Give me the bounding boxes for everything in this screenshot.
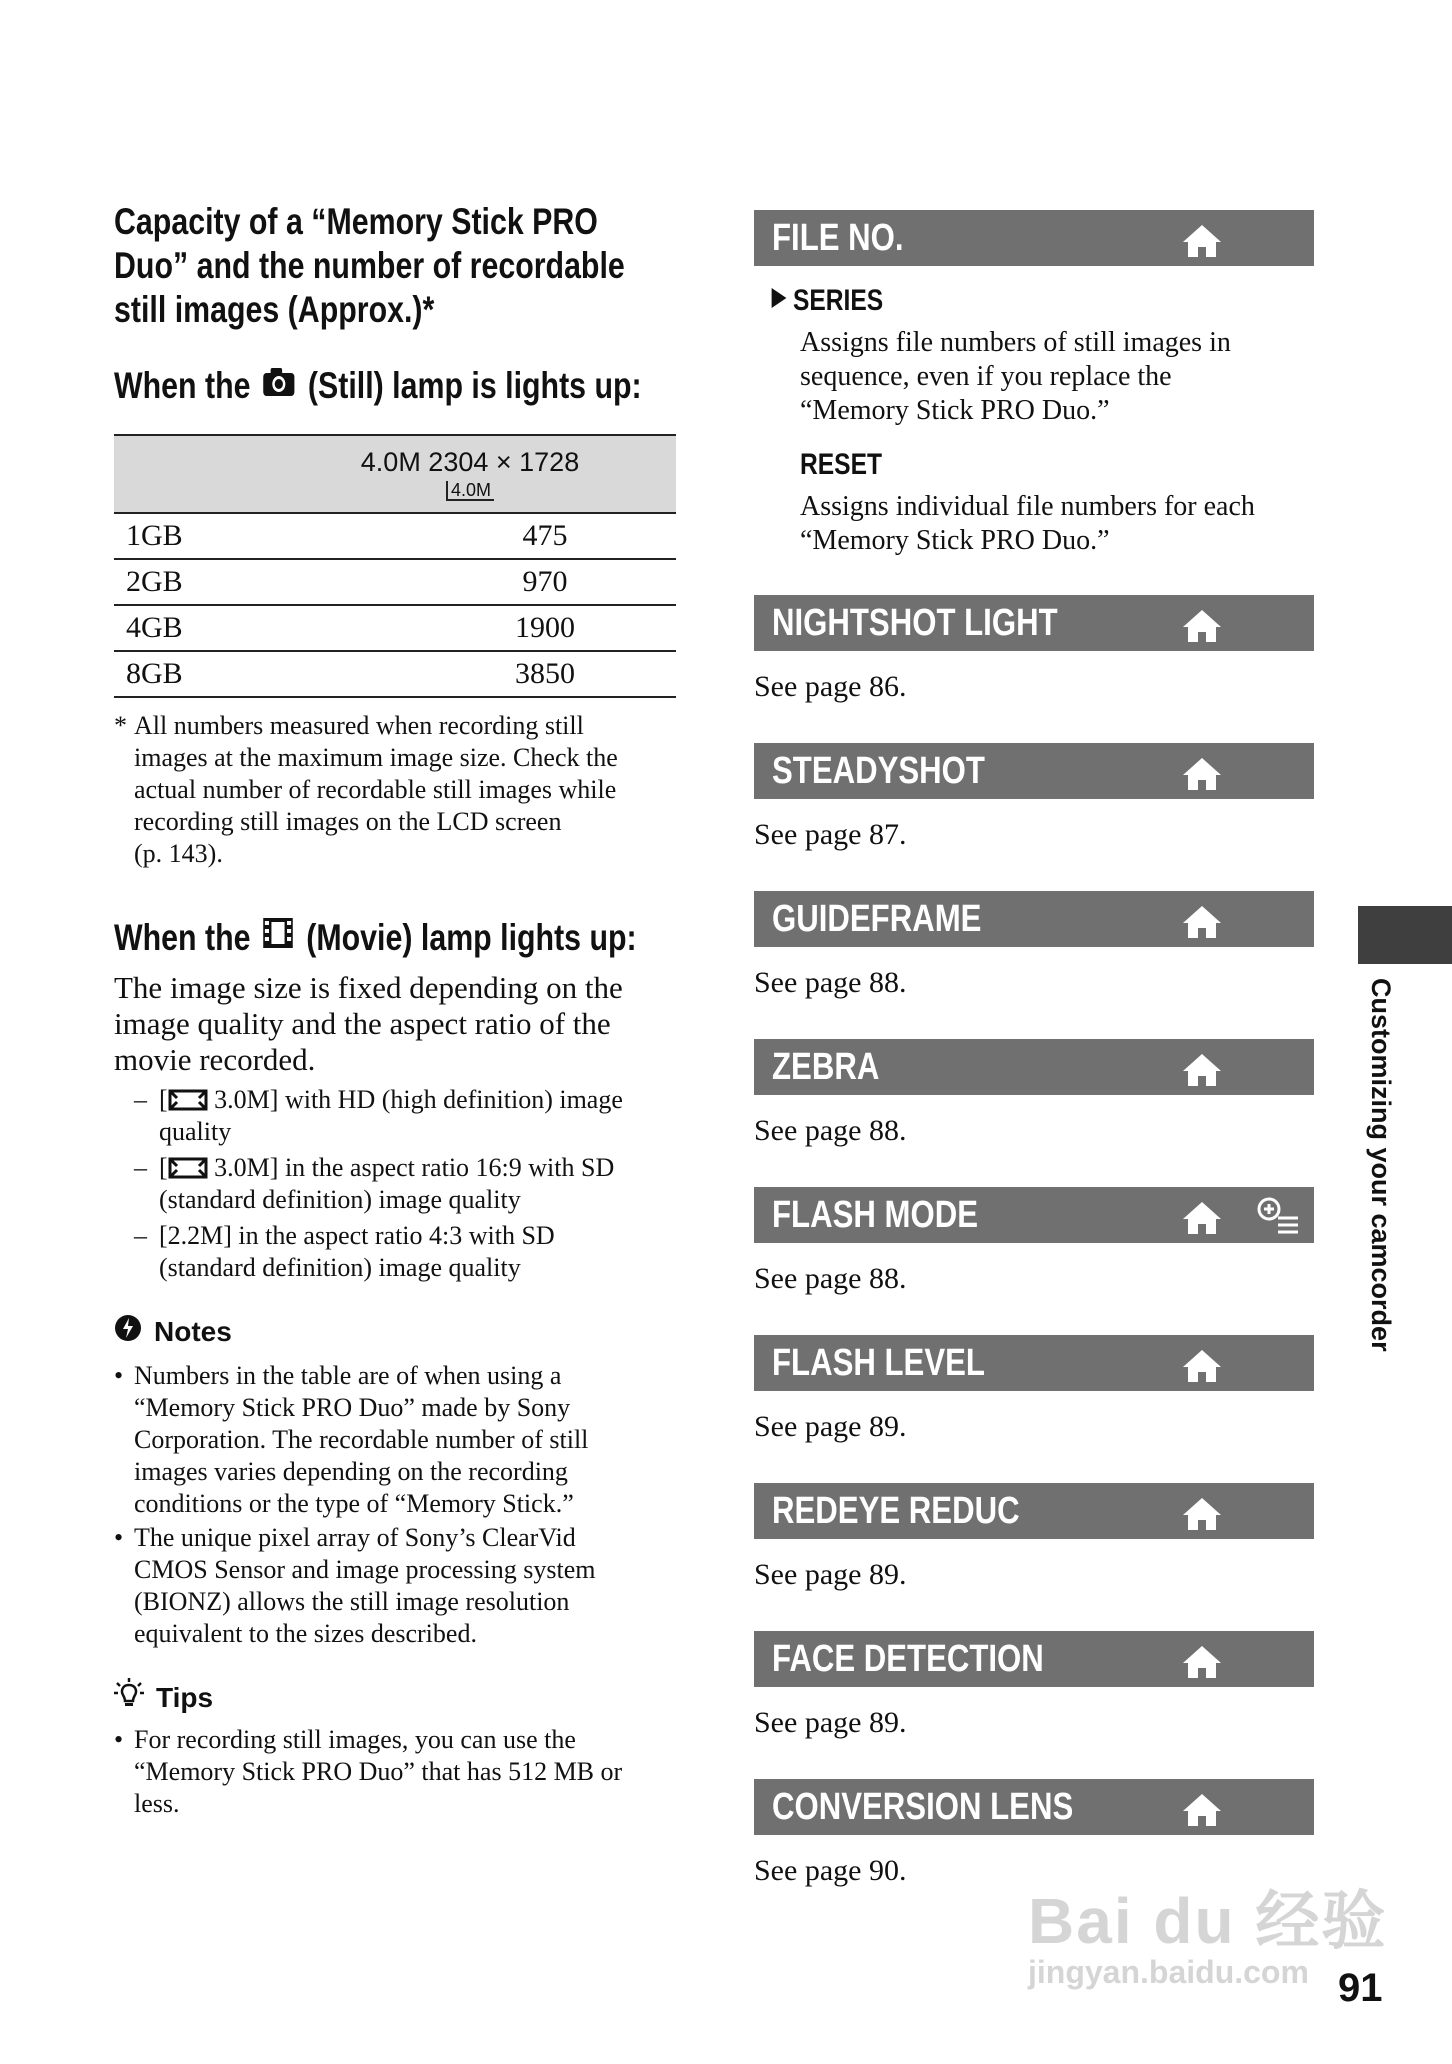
table-row [114, 559, 676, 605]
home-icon [1181, 1792, 1223, 1833]
menu-bar-face-detection [754, 1631, 1314, 1687]
note-line: images varies depending on the recording [134, 1457, 568, 1486]
menu-label: REDEYE REDUC [772, 1490, 1020, 1532]
still-heading-after: (Still) lamp is lights up: [307, 365, 642, 406]
menu-label: FLASH LEVEL [772, 1342, 985, 1384]
menu-label: STEADYSHOT [772, 750, 985, 792]
wide-aspect-icon [168, 1153, 208, 1182]
section-tab [1358, 906, 1452, 964]
notes-list [114, 1360, 694, 1650]
title-line: Duo” and the number of recordable [114, 245, 625, 286]
menu-label: NIGHTSHOT LIGHT [772, 602, 1058, 644]
item-text-cont: (standard definition) image quality [159, 1185, 521, 1214]
count-cell: 970 [264, 559, 676, 605]
camera-icon [262, 364, 296, 408]
dash-mark: – [134, 1221, 147, 1250]
lightbulb-icon [114, 1678, 144, 1717]
capacity-cell: 8GB [114, 651, 264, 697]
tip-line: • For recording still images, you can use the [134, 1725, 576, 1754]
menu-bar-guideframe [754, 891, 1314, 947]
tips-heading [114, 1678, 213, 1717]
table-header-row [114, 435, 676, 513]
option-reset-label: RESET [800, 448, 883, 481]
capacity-cell: 4GB [114, 605, 264, 651]
still-heading-before: When the [114, 365, 251, 406]
note-line: Corporation. The recordable number of still [134, 1425, 589, 1454]
movie-heading-before: When the [114, 917, 251, 958]
note-line: “Memory Stick PRO Duo” made by Sony [134, 1393, 571, 1422]
tips-heading-label: Tips [156, 1681, 214, 1713]
see-page-ref: See page 87. [754, 818, 907, 851]
home-icon [1181, 1200, 1223, 1241]
note-line: • Numbers in the table are of when using a [134, 1361, 562, 1390]
triangle-right-icon [770, 284, 788, 318]
notes-heading [114, 1314, 232, 1349]
image-size-icon [264, 480, 676, 501]
notes-icon [114, 1314, 142, 1349]
footnote-line: images at the maximum image size. Check the [134, 743, 618, 772]
see-page-ref: See page 89. [754, 1706, 907, 1739]
list-item [114, 1522, 694, 1650]
count-cell: 3850 [264, 651, 676, 697]
note-line: • The unique pixel array of Sony’s ClearVid [134, 1523, 576, 1552]
home-icon [1181, 1052, 1223, 1093]
watermark [1028, 1870, 1387, 1991]
footnote [114, 710, 684, 870]
list-item [114, 1220, 694, 1284]
see-page-ref: See page 88. [754, 966, 907, 999]
footnote-line: All numbers measured when recording still [134, 711, 584, 740]
home-icon [1181, 1348, 1223, 1389]
desc-line: “Memory Stick PRO Duo.” [800, 525, 1110, 556]
option-reset-desc [800, 490, 1255, 558]
home-icon [1181, 904, 1223, 945]
capacity-cell: 1GB [114, 513, 264, 559]
menu-bar-nightshot-light [754, 595, 1314, 651]
note-line: CMOS Sensor and image processing system [134, 1555, 596, 1584]
menu-bar-zebra [754, 1039, 1314, 1095]
list-item [114, 1152, 694, 1216]
notes-heading-label: Notes [154, 1315, 232, 1347]
table-row [114, 513, 676, 559]
movie-size-list [114, 1084, 694, 1284]
see-page-ref: See page 88. [754, 1262, 907, 1295]
table-header-empty [114, 435, 264, 513]
option-menu-icon [1256, 1196, 1300, 1241]
section-side-label: Customizing your camcorder [1366, 978, 1396, 1352]
menu-label: FACE DETECTION [772, 1638, 1044, 1680]
film-icon [262, 916, 295, 960]
tip-line: less. [134, 1789, 180, 1818]
option-series [770, 284, 908, 318]
home-icon [1181, 756, 1223, 797]
option-series-heading [770, 284, 883, 318]
dash-mark: – [134, 1085, 147, 1114]
menu-bar-flash-mode [754, 1187, 1314, 1243]
item-prefix: [ [159, 1153, 168, 1182]
desc-line: Assigns file numbers of still images in [800, 327, 1231, 358]
table-header-size [264, 435, 676, 513]
movie-body-line: The image size is fixed depending on the [114, 970, 623, 1005]
movie-body [114, 970, 694, 1078]
item-text: 3.0M] with HD (high definition) image [207, 1085, 623, 1114]
menu-bar-steadyshot [754, 743, 1314, 799]
note-line: equivalent to the sizes described. [134, 1619, 477, 1648]
image-size-icon-text: 4.0M [446, 481, 494, 501]
movie-body-line: image quality and the aspect ratio of the [114, 1006, 611, 1041]
item-text-cont: quality [159, 1117, 232, 1146]
item-text: 3.0M] in the aspect ratio 16:9 with SD [207, 1153, 615, 1182]
tip-line: “Memory Stick PRO Duo” that has 512 MB or [134, 1757, 623, 1786]
note-line: conditions or the type of “Memory Stick.” [134, 1489, 574, 1518]
home-icon [1181, 1496, 1223, 1537]
list-item [114, 1360, 694, 1520]
title-line: Capacity of a “Memory Stick PRO [114, 201, 598, 242]
dash-mark: – [134, 1153, 147, 1182]
capacity-table [114, 434, 676, 698]
menu-label: ZEBRA [772, 1046, 880, 1088]
option-series-label: SERIES [792, 284, 884, 317]
movie-heading [114, 916, 637, 960]
menu-label: FLASH MODE [772, 1194, 978, 1236]
item-text-cont: (standard definition) image quality [159, 1253, 521, 1282]
title-line: still images (Approx.)* [114, 289, 435, 330]
see-page-ref: See page 89. [754, 1410, 907, 1443]
footnote-line: recording still images on the LCD screen [134, 807, 562, 836]
home-icon [1181, 608, 1223, 649]
count-cell: 475 [264, 513, 676, 559]
option-series-desc [800, 326, 1231, 428]
see-page-ref: See page 90. [754, 1854, 907, 1887]
desc-line: Assigns individual file numbers for each [800, 491, 1255, 522]
table-row [114, 651, 676, 697]
menu-bar-conversion-lens [754, 1779, 1314, 1835]
footnote-line: (p. 143). [134, 839, 223, 868]
desc-line: sequence, even if you replace the [800, 361, 1172, 392]
tips-list [114, 1724, 694, 1820]
menu-bar-flash-level [754, 1335, 1314, 1391]
menu-label: CONVERSION LENS [772, 1786, 1074, 1828]
movie-body-line: movie recorded. [114, 1042, 316, 1077]
home-icon [1181, 1644, 1223, 1685]
movie-heading-after: (Movie) lamp lights up: [306, 917, 637, 958]
menu-label: GUIDEFRAME [772, 898, 982, 940]
count-cell: 1900 [264, 605, 676, 651]
desc-line: “Memory Stick PRO Duo.” [800, 395, 1110, 426]
wide-aspect-icon [168, 1085, 208, 1114]
table-row [114, 605, 676, 651]
list-item [114, 1724, 694, 1820]
see-page-ref: See page 89. [754, 1558, 907, 1591]
item-prefix: [ [159, 1085, 168, 1114]
page-number: 91 [1338, 1966, 1383, 2010]
see-page-ref: See page 88. [754, 1114, 907, 1147]
menu-label: FILE NO. [772, 217, 904, 259]
see-page-ref: See page 86. [754, 670, 907, 703]
capacity-cell: 2GB [114, 559, 264, 605]
still-heading [114, 364, 642, 408]
watermark-main: Bai du 经验 [1028, 1885, 1388, 1957]
page-title [114, 200, 625, 332]
home-icon [1181, 223, 1223, 264]
list-item [114, 1084, 694, 1148]
menu-bar-redeye-reduc [754, 1483, 1314, 1539]
watermark-sub: jingyan.baidu.com [1028, 1954, 1309, 1990]
item-text: [2.2M] in the aspect ratio 4:3 with SD [159, 1221, 555, 1250]
image-size-label: 4.0M 2304 × 1728 [360, 447, 580, 477]
footnote-line: actual number of recordable still images while [134, 775, 617, 804]
footnote-mark: * [114, 711, 127, 740]
menu-bar-file-no [754, 210, 1314, 266]
note-line: (BIONZ) allows the still image resolution [134, 1587, 570, 1616]
